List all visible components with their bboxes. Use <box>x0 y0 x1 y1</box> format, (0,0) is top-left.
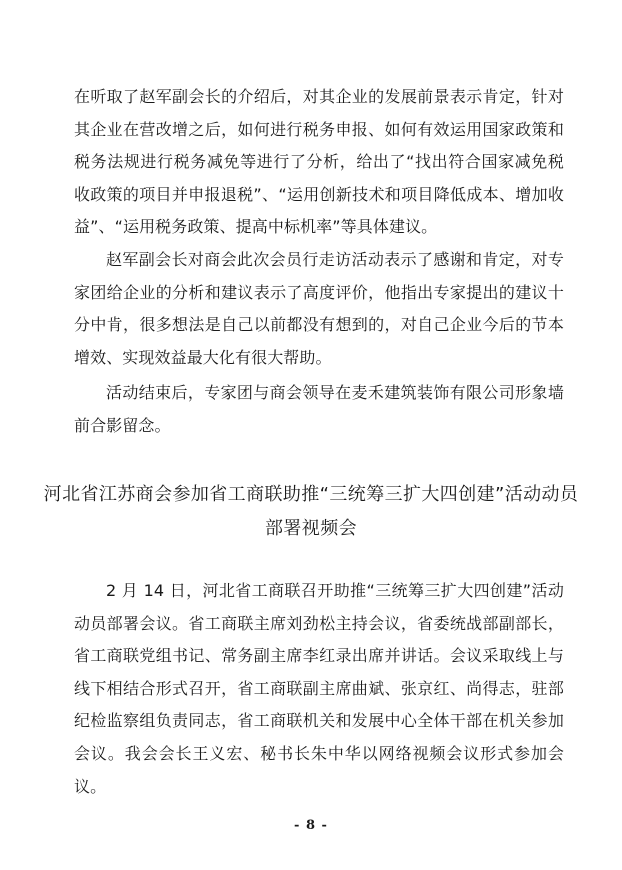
section-title: 河北省江苏商会参加省工商联助推“三统筹三扩大四创建”活动动员部署视频会 <box>43 484 579 539</box>
article-paragraph: 在听取了赵军副会长的介绍后，对其企业的发展前景表示肯定，针对其企业在营改增之后，如何进行税务申报、如何有效运用国家政策和税务法规进行税务减免等进行了分析，给出了“找出符合国家减免税收政策的项目并申报退税”、“运用创新技术和项目降低成本、增加收益”、“运用税务政策、提高中标机率”等具体建议。 <box>74 87 564 237</box>
page-number: - 8 - <box>294 818 328 833</box>
article-paragraph: 赵军副会长对商会此次会员行走访活动表示了感谢和肯定，对专家团给企业的分析和建议表示了高度评价，他指出专家提出的建议十分中肯，很多想法是自己以前都没有想到的，对自己企业今后的节本增效、实现效益最大化有很大帮助。 <box>74 250 564 367</box>
section-body-paragraph: 2 月 14 日，河北省工商联召开助推“三统筹三扩大四创建”活动动员部署会议。省工商联主席刘劲松主持会议，省委统战部副部长，省工商联党组书记、常务副主席李红录出席并讲话。会议采取线上与线下相结合形式召开，省工商联副主席曲斌、张京红、尚得志，驻部纪检监察组负责同志，省工商联机关和发展中心全体干部在机关参加会议。我会会长王义宏、秘书长朱中华以网络视频会议形式参加会议。 <box>74 581 564 796</box>
article-paragraph: 活动结束后，专家团与商会领导在麦禾建筑装饰有限公司形象墙前合影留念。 <box>74 383 564 435</box>
